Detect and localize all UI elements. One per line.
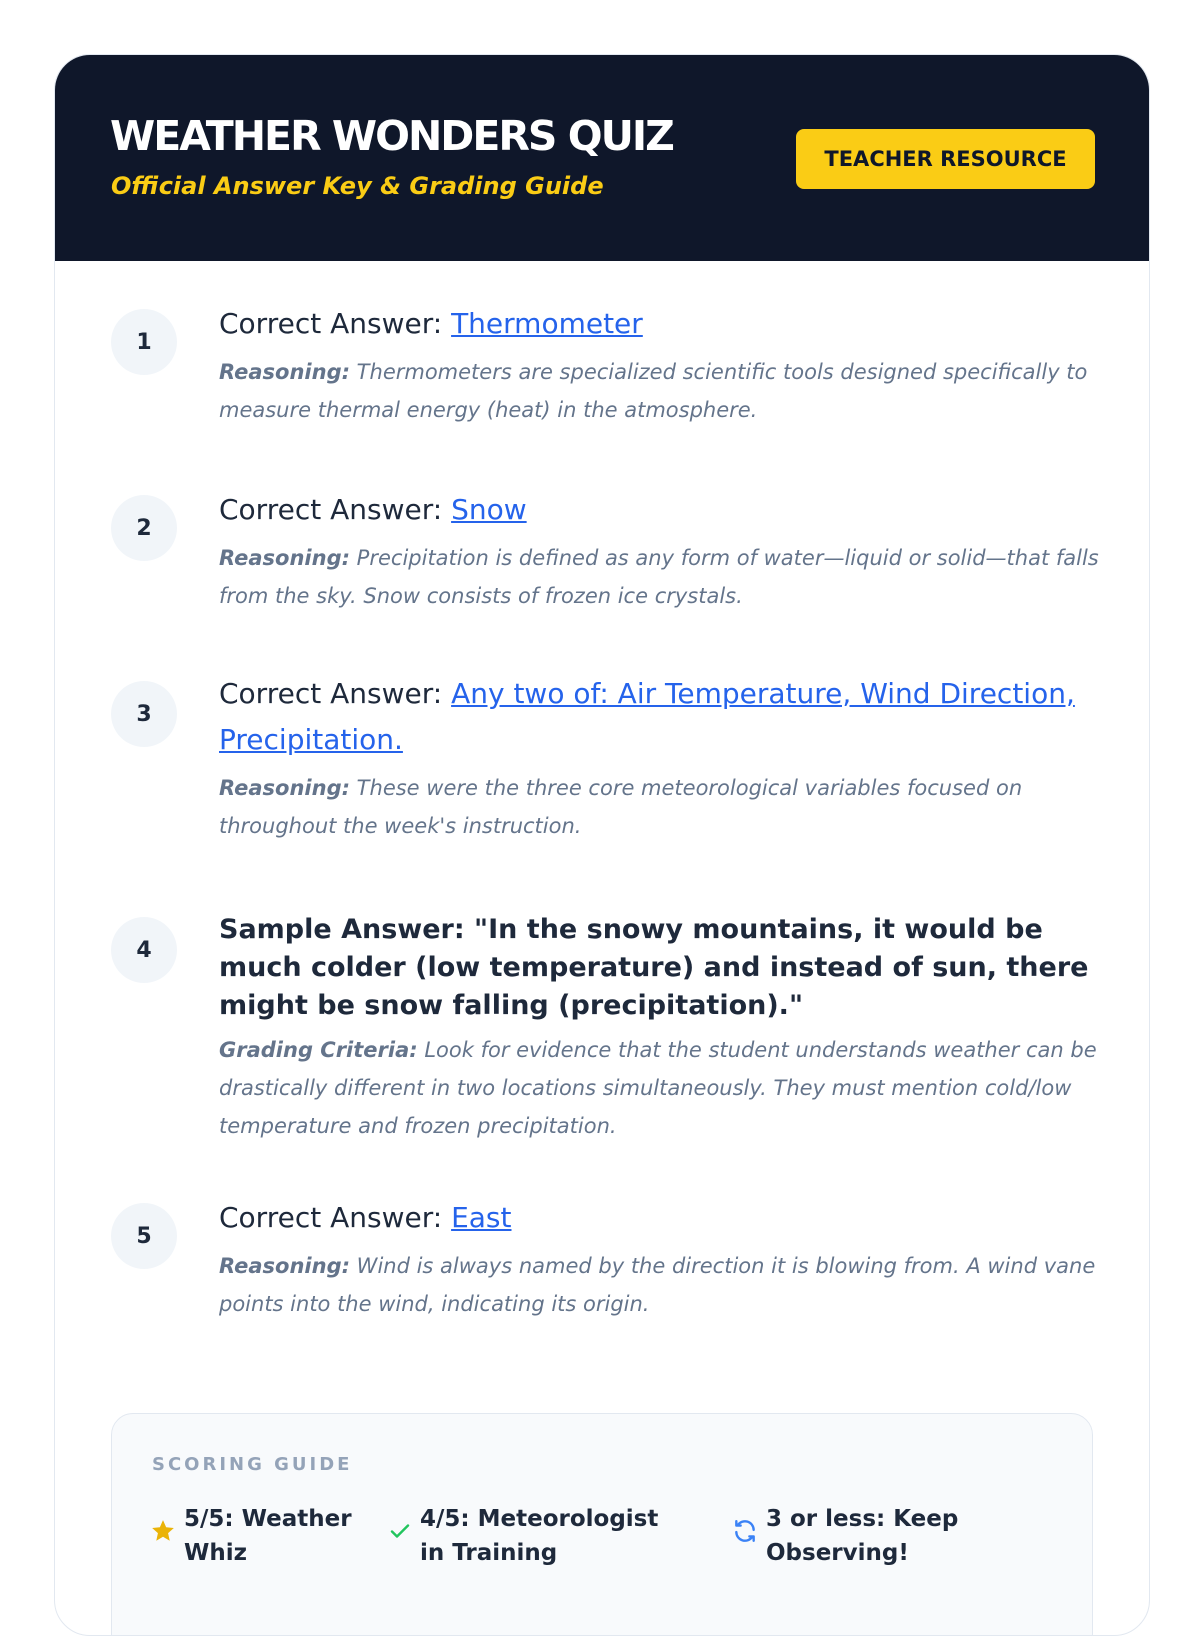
reasoning-text xyxy=(219,1247,1103,1323)
answer-line xyxy=(219,671,1103,763)
scoring-tier-label: 5/5: Weather Whiz xyxy=(184,1506,352,1566)
page-subtitle: Official Answer Key & Grading Guide xyxy=(111,172,604,200)
answer-link[interactable]: Snow xyxy=(451,493,527,526)
scoring-tier-label: 3 or less: Keep Observing! xyxy=(766,1506,959,1566)
reasoning-text xyxy=(219,769,1103,845)
answer-prefix: Correct Answer: xyxy=(219,493,452,526)
scoring-guide-title: SCORING GUIDE xyxy=(152,1454,353,1475)
reasoning-label: Reasoning: xyxy=(219,360,350,384)
star-icon xyxy=(150,1516,176,1546)
scoring-tier-keep-observing xyxy=(732,1502,992,1570)
grading-criteria-text xyxy=(219,1031,1103,1145)
grading-criteria-label: Grading Criteria: xyxy=(219,1038,418,1062)
answer-line xyxy=(219,301,1103,347)
answer-line xyxy=(219,487,1103,533)
reasoning-body: These were the three core meteorological variables focused on throughout the week's instruction. xyxy=(219,776,1023,838)
question-number: 1 xyxy=(111,309,177,375)
reasoning-label: Reasoning: xyxy=(219,546,350,570)
question-number: 2 xyxy=(111,495,177,561)
scoring-tier-label: 4/5: Meteorologist in Training xyxy=(420,1506,659,1566)
answer-link[interactable]: Any two of: Air Temperature, Wind Direction, Precipitation. xyxy=(219,677,1075,756)
sample-answer: Sample Answer: "In the snowy mountains, it would be much colder (low temperature) and instead of sun, there might be snow falling (precipitation)." xyxy=(219,914,1089,1021)
scoring-tier-meteorologist xyxy=(388,1502,688,1570)
question-number: 5 xyxy=(111,1203,177,1269)
reasoning-body: Wind is always named by the direction it is blowing from. A wind vane points into the wind, indicating its origin. xyxy=(219,1254,1096,1316)
answer-prefix: Correct Answer: xyxy=(219,677,452,710)
answer-line xyxy=(219,1195,1103,1241)
page-title: WEATHER WONDERS QUIZ xyxy=(110,112,673,160)
reasoning-label: Reasoning: xyxy=(219,1254,350,1278)
reasoning-text xyxy=(219,353,1103,429)
teacher-resource-badge: TEACHER RESOURCE xyxy=(796,129,1095,189)
refresh-icon xyxy=(732,1516,758,1546)
answer-prefix: Correct Answer: xyxy=(219,1201,452,1234)
reasoning-body: Precipitation is defined as any form of water—liquid or solid—that falls from the sky. Snow consists of frozen ice crystals. xyxy=(219,546,1099,608)
answer-key-card xyxy=(54,54,1150,1636)
grading-criteria-body: Look for evidence that the student understands weather can be drastically different in two locations simultaneously. They must mention cold/low temperature and frozen precipitation. xyxy=(219,1038,1097,1138)
header xyxy=(55,55,1149,261)
reasoning-text xyxy=(219,539,1103,615)
scoring-guide xyxy=(111,1413,1093,1636)
question-number: 4 xyxy=(111,917,177,983)
answer-prefix: Correct Answer: xyxy=(219,307,452,340)
answer-link[interactable]: East xyxy=(451,1201,512,1234)
scoring-tier-weather-whiz xyxy=(150,1502,360,1570)
answer-link[interactable]: Thermometer xyxy=(451,307,643,340)
question-number: 3 xyxy=(111,681,177,747)
reasoning-body: Thermometers are specialized scientific tools designed specifically to measure thermal energy (heat) in the atmosphere. xyxy=(219,360,1088,422)
check-icon xyxy=(388,1516,412,1546)
reasoning-label: Reasoning: xyxy=(219,776,350,800)
